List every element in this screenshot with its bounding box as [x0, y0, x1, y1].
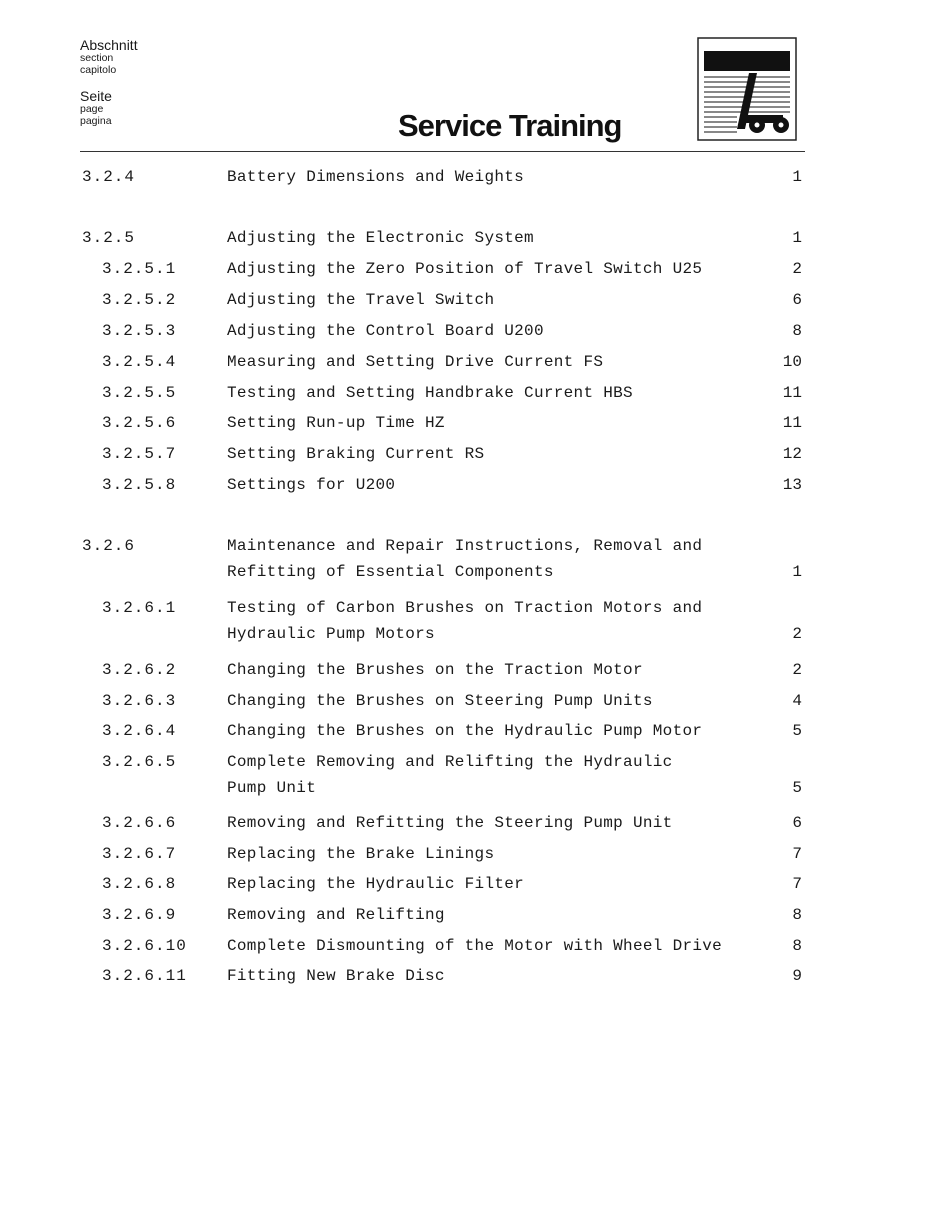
toc-number: 3.2.5.6 [102, 414, 177, 432]
toc-page: 11 [782, 414, 802, 432]
toc-page: 7 [792, 875, 802, 893]
toc-title: Fitting New Brake Disc [227, 967, 445, 985]
toc-title: Setting Braking Current RS [227, 445, 485, 463]
toc-number: 3.2.5.3 [102, 322, 177, 340]
toc-number: 3.2.5.2 [102, 291, 177, 309]
toc-number: 3.2.6.3 [102, 692, 177, 710]
toc-number: 3.2.5 [82, 229, 136, 247]
toc-title: Complete Removing and Relifting the Hydraulic [227, 753, 673, 771]
toc-number: 3.2.6.8 [102, 875, 177, 893]
toc-title: Removing and Relifting [227, 906, 445, 924]
toc-page: 5 [792, 779, 802, 797]
page-title: Service Training [398, 108, 622, 143]
toc-number: 3.2.5.7 [102, 445, 177, 463]
toc-title: Adjusting the Electronic System [227, 229, 534, 247]
toc-number: 3.2.5.8 [102, 476, 177, 494]
page-label-it: pagina [80, 114, 112, 127]
section-label-en: section [80, 52, 114, 64]
toc-page: 10 [782, 353, 802, 371]
toc-title: Replacing the Hydraulic Filter [227, 875, 525, 893]
linde-logo-icon [697, 37, 797, 141]
toc-number: 3.2.4 [82, 168, 136, 186]
toc-page: 8 [792, 322, 802, 340]
toc-title: Replacing the Brake Linings [227, 845, 495, 863]
toc-page: 2 [792, 260, 802, 278]
toc-page: 1 [792, 168, 802, 186]
section-label-it: capitolo [80, 63, 117, 76]
toc-title: Testing and Setting Handbrake Current HBS [227, 384, 633, 402]
toc-number: 3.2.6.1 [102, 599, 177, 617]
page-label-en: page [80, 103, 104, 115]
toc-page: 8 [792, 906, 802, 924]
toc-page: 1 [792, 229, 802, 247]
toc-page: 4 [792, 692, 802, 710]
toc-number: 3.2.6.7 [102, 845, 177, 863]
toc-page: 9 [792, 967, 802, 985]
toc-title: Battery Dimensions and Weights [227, 168, 525, 186]
toc-title: Measuring and Setting Drive Current FS [227, 353, 604, 371]
toc-number: 3.2.5.4 [102, 353, 177, 371]
toc-number: 3.2.6.2 [102, 661, 177, 679]
toc-page: 13 [782, 476, 802, 494]
header-labels [80, 38, 138, 126]
toc-number: 3.2.6.11 [102, 967, 187, 985]
toc-number: 3.2.6.4 [102, 722, 177, 740]
toc-page: 8 [792, 937, 802, 955]
toc-number: 3.2.6.9 [102, 906, 177, 924]
toc-title: Testing of Carbon Brushes on Traction Motors and [227, 599, 703, 617]
header-divider [80, 151, 805, 152]
toc-number: 3.2.6.10 [102, 937, 187, 955]
toc-title: Changing the Brushes on the Hydraulic Pump Motor [227, 722, 703, 740]
toc-number: 3.2.5.5 [102, 384, 177, 402]
toc-title: Adjusting the Zero Position of Travel Switch U25 [227, 260, 703, 278]
toc-number: 3.2.6.6 [102, 814, 177, 832]
toc-title: Removing and Refitting the Steering Pump Unit [227, 814, 673, 832]
toc-page: 7 [792, 845, 802, 863]
page-label-de: Seite [80, 88, 112, 104]
toc-title: Changing the Brushes on Steering Pump Units [227, 692, 653, 710]
toc-title: Adjusting the Control Board U200 [227, 322, 544, 340]
toc-number: 3.2.6.5 [102, 753, 177, 771]
toc-title-continued: Refitting of Essential Components [227, 563, 554, 581]
toc-page: 6 [792, 291, 802, 309]
toc-page: 2 [792, 661, 802, 679]
toc-page: 1 [792, 563, 802, 581]
toc-title-continued: Pump Unit [227, 779, 317, 797]
toc-title: Adjusting the Travel Switch [227, 291, 495, 309]
toc-title: Changing the Brushes on the Traction Motor [227, 661, 643, 679]
toc-title: Setting Run-up Time HZ [227, 414, 445, 432]
toc-page: 12 [782, 445, 802, 463]
toc-page: 5 [792, 722, 802, 740]
toc-page: 11 [782, 384, 802, 402]
toc-page: 6 [792, 814, 802, 832]
toc-title: Maintenance and Repair Instructions, Removal and [227, 537, 703, 555]
toc-number: 3.2.6 [82, 537, 136, 555]
toc-number: 3.2.5.1 [102, 260, 177, 278]
toc-page: 2 [792, 625, 802, 643]
section-label-de: Abschnitt [80, 37, 138, 53]
toc-title-continued: Hydraulic Pump Motors [227, 625, 435, 643]
toc-title: Complete Dismounting of the Motor with Wheel Drive [227, 937, 723, 955]
toc-title: Settings for U200 [227, 476, 396, 494]
